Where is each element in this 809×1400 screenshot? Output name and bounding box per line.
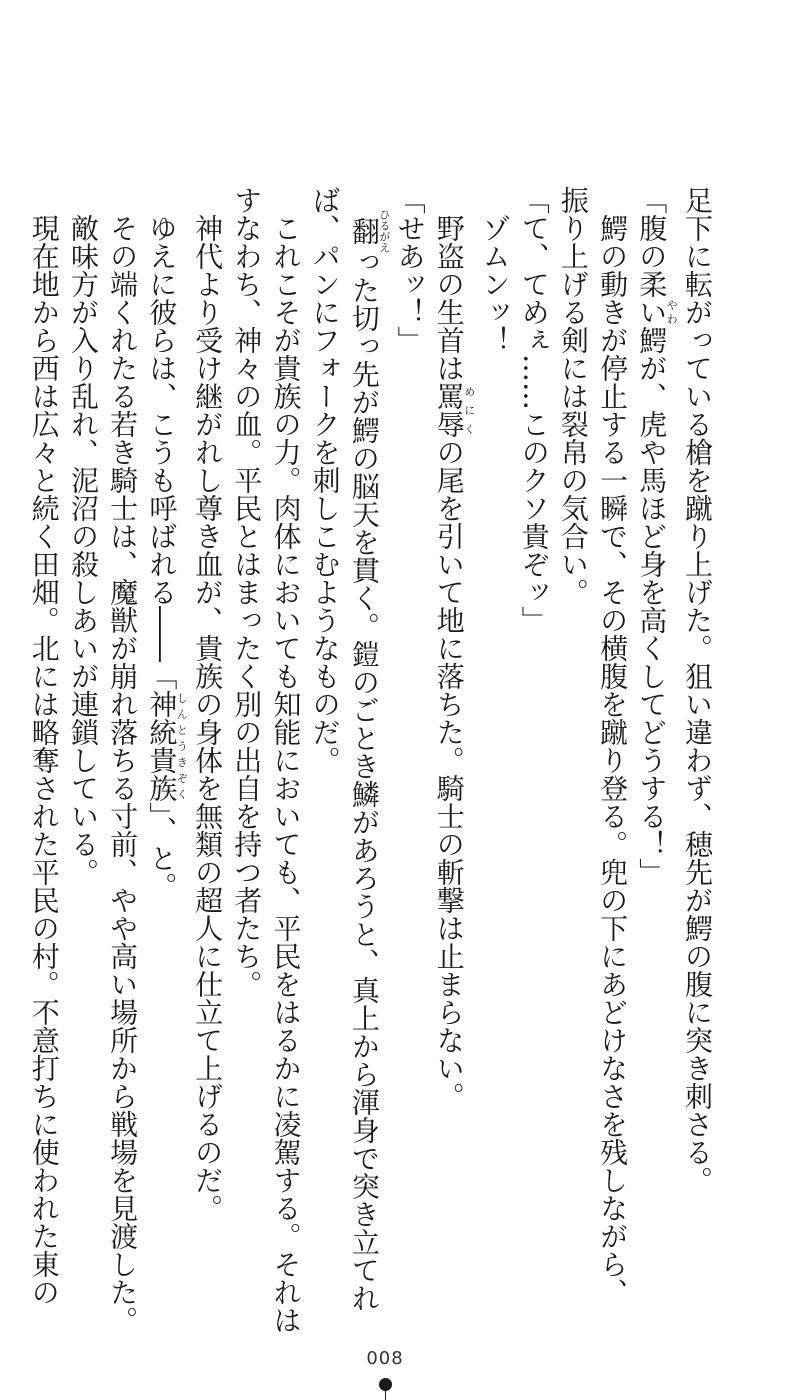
text-line: 敵味方が入り乱れ、泥沼の殺しあいが連鎖している。 <box>66 186 100 886</box>
vertical-text-body <box>25 186 717 1334</box>
text-line: 「せあッ！」 <box>393 186 427 354</box>
text-line: ゾムンッ！ <box>478 186 512 354</box>
ruby-meniku: めにく <box>462 382 476 438</box>
text-line: これこそが貴族の力。肉体においても知能においても、平民をはるかに凌駕する。それは <box>269 186 303 1334</box>
text-line: 神代より受け継がれし尊き血が、貴族の身体を無類の超人に仕立て上げるのだ。 <box>191 186 225 1222</box>
text-line: ば、パンにフォークを刺しこむようなものだ。 <box>308 186 342 774</box>
page-number: 008 <box>366 1348 404 1369</box>
text-line: 「て、てめぇ……このクソ貴ぞッ」 <box>517 186 551 634</box>
text-line: 鰐の動きが停止する一瞬で、その横腹を蹴り登る。兜の下にあどけなさを残しながら、 <box>596 186 630 1306</box>
text-line: 「腹の柔いやわ鰐が、虎や馬ほど身を高くしてどうする！」 <box>635 186 679 886</box>
text-line: 足下に転がっている槍を蹴り上げた。狙い違わず、穂先が鰐の腹に突き刺さる。 <box>681 186 714 1194</box>
text-line: すなわち、神々の血。平民とはまったく別の出自を持つ者たち。 <box>230 186 264 998</box>
text-line: 現在地から西は広々と続く田畑。北には略奪された平民の村。不意打ちに使われた東の <box>27 186 61 1306</box>
page-marker-dot <box>379 1378 392 1391</box>
page-marker-line <box>385 1391 386 1400</box>
text-line: 翻ひるがえった切っ先が鰐の脳天を貫く。鎧のごとき鱗があろうと、真上から渾身で突き立てれ <box>347 209 391 1312</box>
ruby-yawa: やわ <box>665 298 679 326</box>
text-line: ゆえに彼らは、こうも呼ばれる――「神統貴族しんとうきぞく」、と。 <box>145 186 189 900</box>
text-line: 野盗の生首は罵辱めにくの尾を引いて地に落ちた。騎士の斬撃は止まらない。 <box>432 186 476 1110</box>
text-line: 振り上げる剣には裂帛の気合い。 <box>556 186 590 606</box>
ruby-shintoukizoku: しんとうきぞく <box>175 690 189 802</box>
text-line: その端くれたる若き騎士は、魔獣が崩れ落ちる寸前、やや高い場所から戦場を見渡した。 <box>106 186 140 1334</box>
ruby-hirugae: ひるがえ <box>377 209 391 253</box>
